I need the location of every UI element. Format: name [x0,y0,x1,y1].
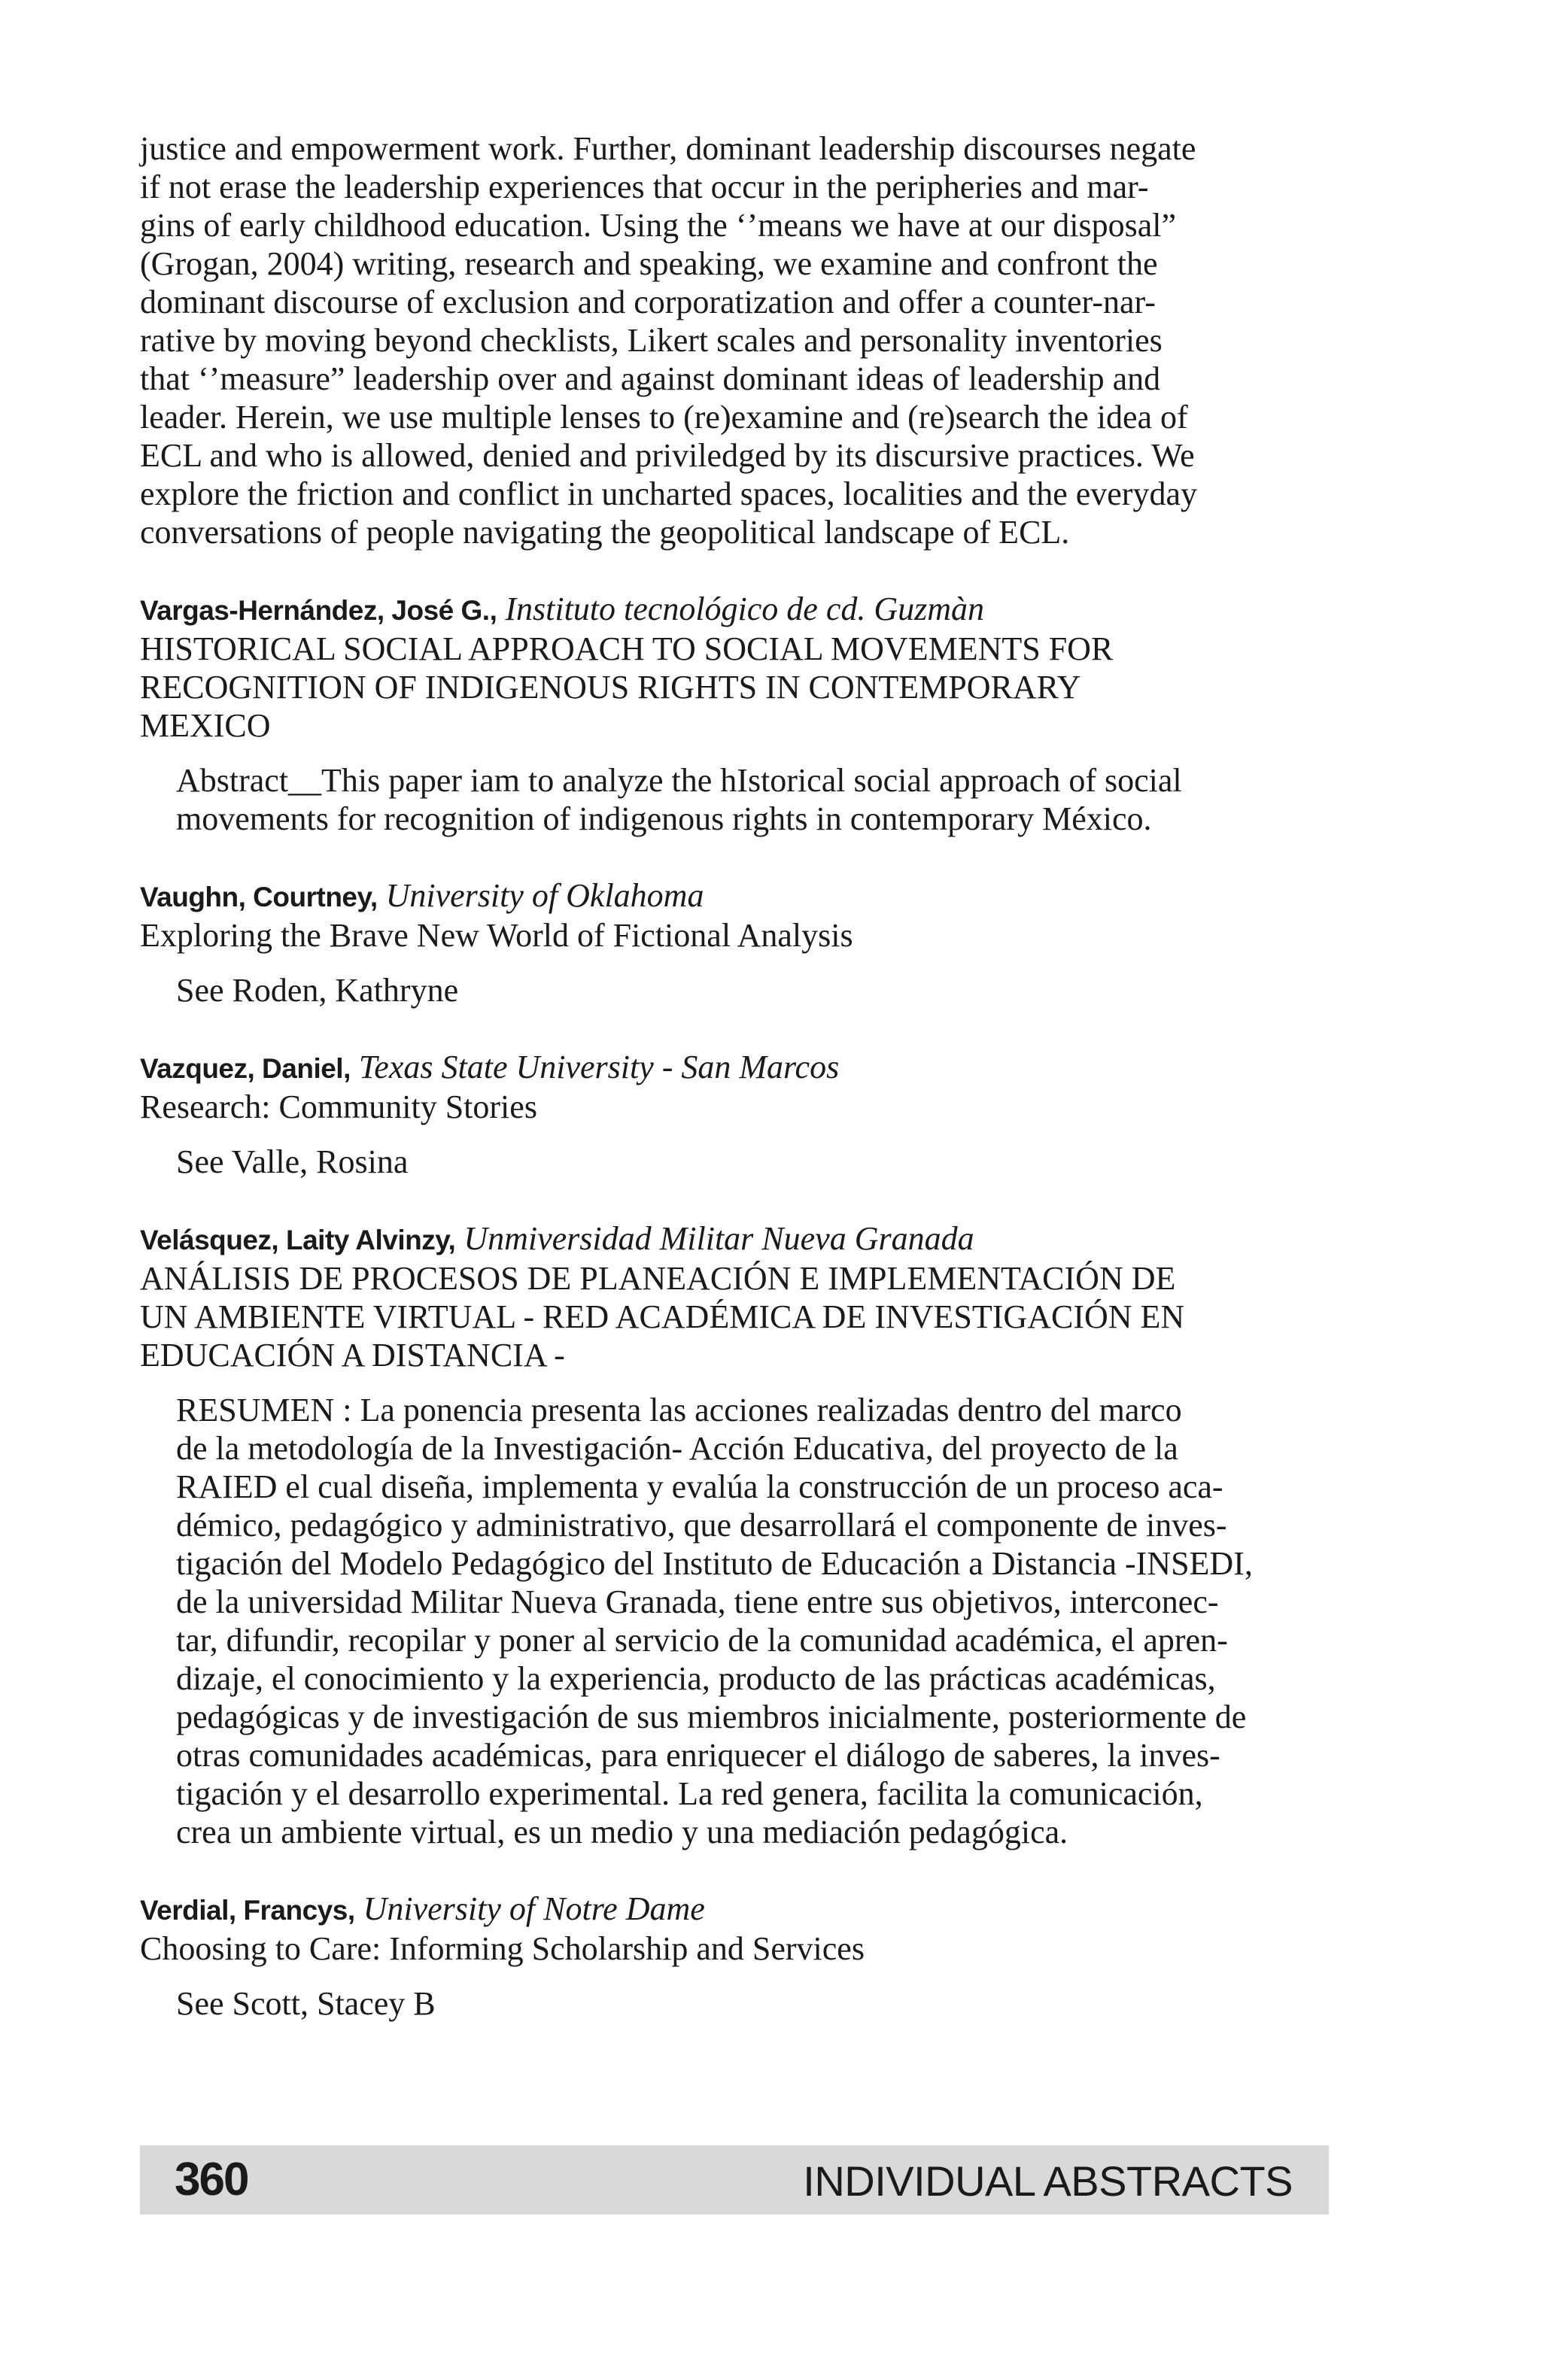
entry-header [140,590,1329,630]
text-line: de la universidad Militar Nueva Granada, tiene entre sus objetivos, interconec- [176,1583,1219,1620]
entry-title [140,1259,1329,1374]
text-line: ECL and who is allowed, denied and priviledged by its discursive practices. We [140,437,1195,474]
author-name: Vaughn, Courtney, [140,882,378,912]
entry-header [140,1219,1329,1259]
text-line: crea un ambiente virtual, es un medio y una mediación pedagógica. [176,1814,1068,1850]
title-line: UN AMBIENTE VIRTUAL - RED ACADÉMICA DE INVESTIGACIÓN EN [140,1298,1185,1335]
text-line: tigación del Modelo Pedagógico del Instituto de Educación a Distancia -INSEDI, [176,1545,1253,1582]
abstract-entry [140,1048,1329,1181]
affiliation: University of Oklahoma [385,877,704,914]
text-line: gins of early childhood education. Using the ‘’means we have at our disposal” [140,207,1177,244]
entry-title: Research: Community Stories [140,1088,537,1125]
abstract-body [140,1391,1329,1851]
page-number: 360 [175,2154,248,2205]
title-line: HISTORICAL SOCIAL APPROACH TO SOCIAL MOVEMENTS FOR [140,630,1114,667]
intro-paragraph [140,129,1329,551]
affiliation: Instituto tecnológico de cd. Guzmàn [505,590,985,627]
text-line: tigación y el desarrollo experimental. La red genera, facilita la comunicación, [176,1775,1203,1812]
text-line: movements for recognition of indigenous rights in contemporary México. [176,800,1152,837]
see-also-reference: See Valle, Rosina [176,1143,409,1180]
abstract-entry [140,1890,1329,2023]
affiliation: Texas State University - San Marcos [358,1049,840,1085]
title-line: ANÁLISIS DE PROCESOS DE PLANEACIÓN E IMPLEMENTACIÓN DE [140,1260,1176,1297]
text-line: leader. Herein, we use multiple lenses to (re)examine and (re)search the idea of [140,399,1188,436]
entry-title: Choosing to Care: Informing Scholarship and Services [140,1930,865,1967]
abstract-entry [140,876,1329,1009]
text-line: démico, pedagógico y administrativo, que desarrollará el componente de inves- [176,1507,1227,1544]
text-line: dominant discourse of exclusion and corporatization and offer a counter-nar- [140,284,1156,320]
author-name: Vargas-Hernández, José G., [140,595,497,626]
see-also-reference: See Roden, Kathryne [176,972,459,1009]
abstract-body [140,761,1329,838]
title-line: MEXICO [140,707,271,744]
text-line: that ‘’measure” leadership over and against dominant ideas of leadership and [140,360,1161,397]
entry-header [140,1890,1329,1929]
page-content [140,129,1329,2023]
text-line: (Grogan, 2004) writing, research and speaking, we examine and confront the [140,245,1158,282]
text-line: rative by moving beyond checklists, Likert scales and personality inventories [140,322,1163,359]
entry-title [140,630,1329,745]
title-line: EDUCACIÓN A DISTANCIA - [140,1337,565,1374]
author-name: Verdial, Francys, [140,1895,355,1926]
text-line: de la metodología de la Investigación- Acción Educativa, del proyecto de la [176,1430,1178,1467]
text-line: otras comunidades académicas, para enriquecer el diálogo de saberes, la inves- [176,1737,1220,1774]
text-line: justice and empowerment work. Further, dominant leadership discourses negate [140,130,1196,167]
text-line: conversations of people navigating the geopolitical landscape of ECL. [140,514,1070,551]
text-line: RAIED el cual diseña, implementa y evalúa la construcción de un proceso aca- [176,1468,1223,1505]
text-line: Abstract__This paper iam to analyze the hIstorical social approach of social [176,762,1182,799]
text-line: tar, difundir, recopilar y poner al servicio de la comunidad académica, el apren- [176,1622,1228,1659]
text-line: if not erase the leadership experiences that occur in the peripheries and mar- [140,168,1149,205]
entry-header [140,1048,1329,1088]
see-also-reference: See Scott, Stacey B [176,1985,436,2022]
text-line: explore the friction and conflict in uncharted spaces, localities and the everyday [140,475,1197,512]
entry-title: Exploring the Brave New World of Fictional Analysis [140,917,853,954]
page-footer [140,2145,1329,2215]
section-title: INDIVIDUAL ABSTRACTS [803,2157,1293,2205]
affiliation: University of Notre Dame [363,1890,705,1927]
text-line: RESUMEN : La ponencia presenta las acciones realizadas dentro del marco [176,1392,1182,1428]
author-name: Velásquez, Laity Alvinzy, [140,1225,456,1255]
text-line: dizaje, el conocimiento y la experiencia, producto de las prácticas académicas, [176,1660,1216,1697]
affiliation: Unmiversidad Militar Nueva Granada [464,1220,974,1257]
text-line: pedagógicas y de investigación de sus miembros inicialmente, posteriormente de [176,1698,1247,1735]
abstract-entry [140,1219,1329,1851]
title-line: RECOGNITION OF INDIGENOUS RIGHTS IN CONTEMPORARY [140,669,1081,706]
author-name: Vazquez, Daniel, [140,1053,351,1084]
abstract-entry [140,590,1329,838]
entry-header [140,876,1329,916]
